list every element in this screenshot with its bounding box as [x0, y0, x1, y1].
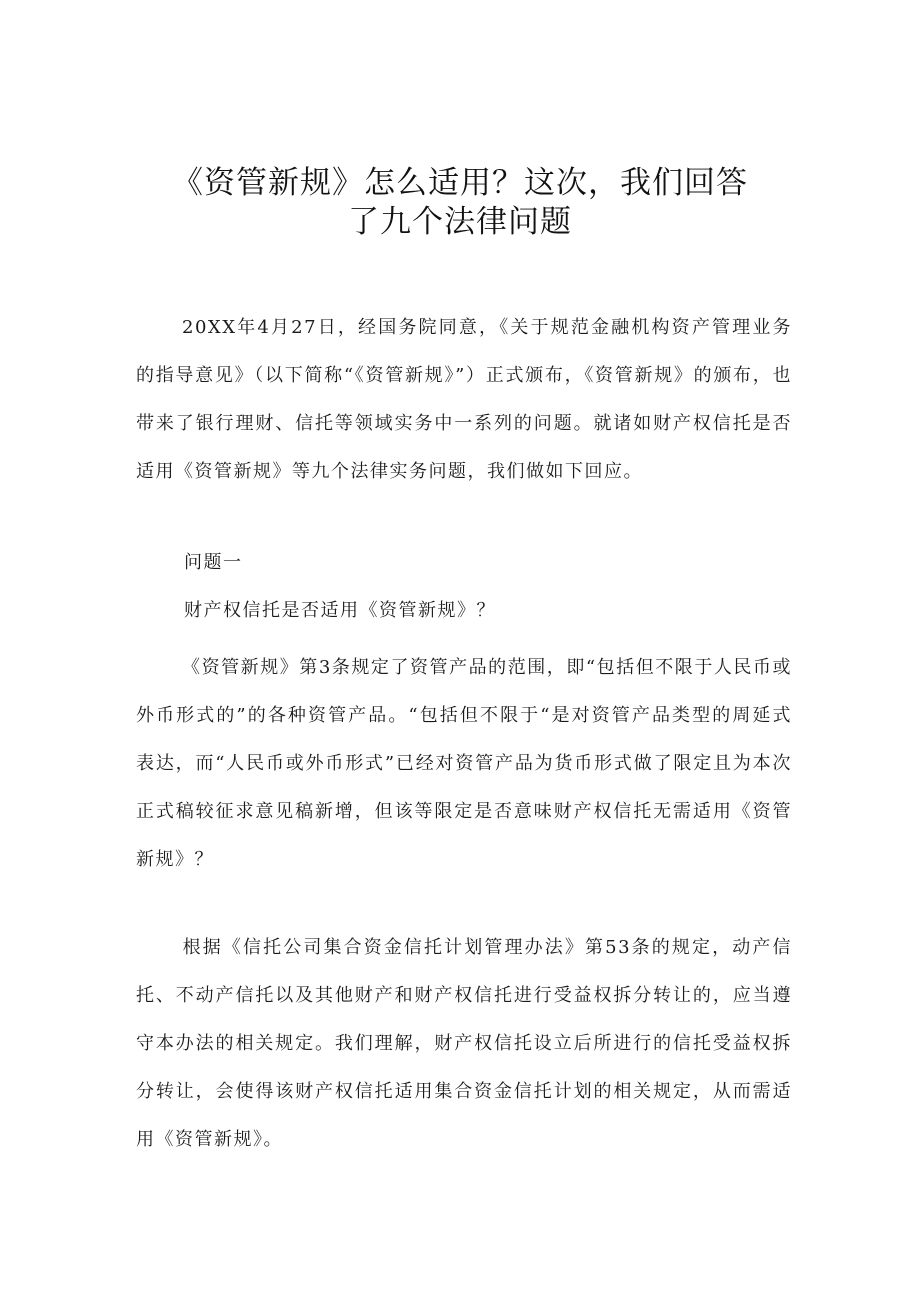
document-title-line-1: 《资管新规》怎么适用？这次，我们回答 — [172, 165, 748, 201]
intro-paragraph — [136, 304, 792, 496]
question-label: 问题一 — [184, 552, 243, 573]
question-paragraph-2 — [136, 924, 792, 1164]
intro-text: 20XX年4月27日，经国务院同意，《关于规范金融机构资产管理业务的指导意见》（以下简称“《资管新规》”）正式颁布，《资管新规》的颁布，也带来了银行理财、信托等领域实务中一系列的问题。就诸如财产权信托是否适用《资管新规》等九个法律实务问题，我们做如下回应。 — [136, 317, 792, 482]
question-paragraph-2-text: 根据《信托公司集合资金信托计划管理办法》第53条的规定，动产信托、不动产信托以及其他财产和财产权信托进行受益权拆分转让的，应当遵守本办法的相关规定。我们理解，财产权信托设立后所进行的信托受益权拆分转让，会使得该财产权信托适用集合资金信托计划的相关规定，从而需适用《资管新规》。 — [136, 937, 792, 1150]
question-paragraph-1-text: 《资管新规》第3条规定了资管产品的范围，即“包括但不限于人民币或外币形式的”的各种资管产品。“包括但不限于“是对资管产品类型的周延式表达，而“人民币或外币形式”已经对资管产品为货币形式做了限定且为本次正式稿较征求意见稿新增，但该等限定是否意味财产权信托无需适用《资管新规》？ — [136, 657, 792, 870]
question-paragraph-1 — [136, 644, 792, 884]
document-title-line-2: 了九个法律问题 — [348, 204, 572, 240]
question-title: 财产权信托是否适用《资管新规》？ — [184, 600, 496, 621]
